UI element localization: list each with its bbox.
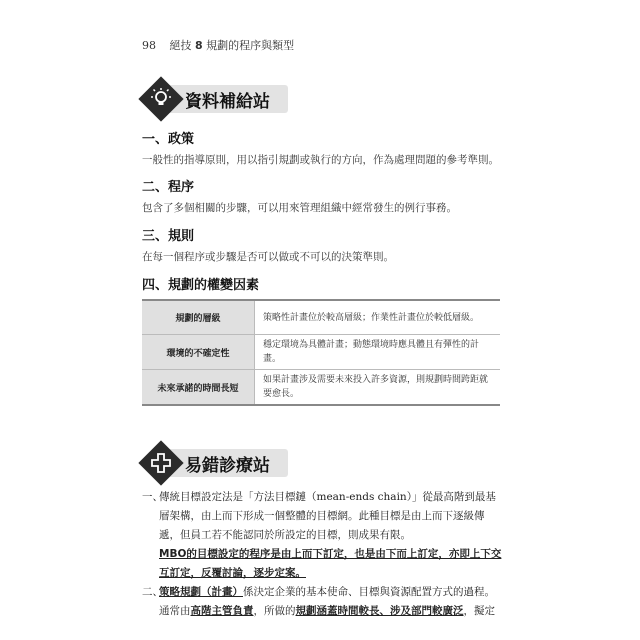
chapter-number: 8 [195,39,203,52]
list-item [142,583,504,621]
factor-value: 穩定環境為具體計畫；動態環境時應具體且有彈性的計畫。 [255,335,501,370]
error-text-segment: ，擬定 [463,605,495,617]
lightbulb-icon [138,76,183,121]
error-text [159,583,504,621]
section-heading-factors: 四、規劃的權變因素 [142,278,260,293]
table-row [142,370,500,406]
error-text-segment: ，所做的 [253,605,296,617]
strategic-planning-term: 策略規劃（計畫） [159,586,243,598]
chapter-prefix: 絕技 [169,39,192,52]
factor-key: 環境的不確定性 [142,335,255,370]
error-text-segment: 係決定企業的基本使命、目標與資源配置方式的過程。通常由 [159,586,495,617]
section-body-policy: 一般性的指導原則，用以指引規劃或執行的方向，作為處理問題的參考準則。 [142,154,499,166]
error-emphasis: MBO的目標設定的程序是由上而下訂定，也是由下而上訂定，亦即上下交互訂定，反覆討論，逐步定案。 [159,548,502,579]
factor-key: 規劃的層級 [142,300,255,335]
info-banner [142,82,288,116]
error-list [142,488,504,621]
error-text: 傳統目標設定法是「方法目標鏈（mean-ends chain）」從最高階到最基層架構，由上而下形成一個整體的目標網。此種目標是由上而下逐級傳遞，但員工若不能認同於所設定的目標，則成果有限。 [159,491,496,541]
list-marker: 一、 [142,491,163,503]
list-marker: 二、 [142,586,163,598]
chapter-title: 規劃的程序與類型 [206,39,295,52]
running-header [142,37,294,53]
section-heading-rules: 三、規則 [142,229,195,244]
page-number: 98 [142,39,156,52]
table-row [142,335,500,370]
list-item [142,488,504,583]
section-heading-policy: 一、政策 [142,132,195,147]
section-body-rules: 在每一個程序或步驟是否可以做或不可以的決策準則。 [142,251,394,263]
factor-value: 策略性計畫位於較高層級；作業性計畫位於較低層級。 [255,300,501,335]
factors-table [142,299,500,406]
factor-value: 如果計畫涉及需要未來投入許多資源，則規劃時間跨距就要愈長。 [255,370,501,406]
planning-scope-term: 規劃涵蓋時間較長、涉及部門較廣泛 [295,605,464,617]
cross-icon [138,440,183,485]
factor-key: 未來承諾的時間長短 [142,370,255,406]
error-banner [142,446,288,480]
section-body-procedure: 包含了多個相關的步驟，可以用來管理組織中經常發生的例行事務。 [142,202,457,214]
error-banner-title: 易錯診療站 [163,449,288,477]
top-management-term: 高階主管負責 [190,605,254,617]
info-banner-title: 資料補給站 [163,85,288,113]
table-row [142,300,500,335]
section-heading-procedure: 二、程序 [142,180,195,195]
